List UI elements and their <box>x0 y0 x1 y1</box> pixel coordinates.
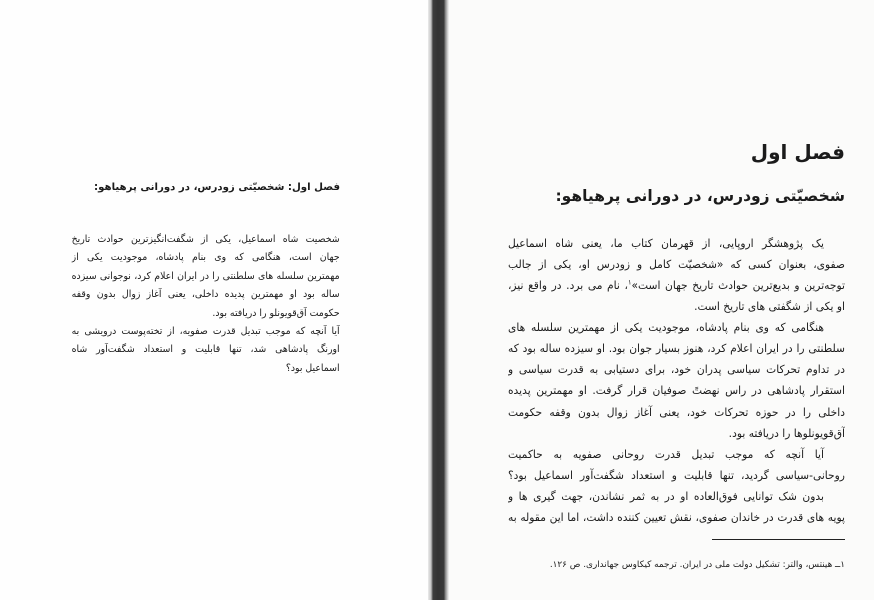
text-line: آیا آنچه که موجب تبدیل قدرت صفویه، از تخته‌پوست درویشی به <box>72 325 340 337</box>
body-text <box>72 231 340 378</box>
text-line: روحانی-سیاسی گردید، تنها قابلیت و استعداد شگفت‌آور اسماعیل بود؟ <box>508 469 845 483</box>
text-line: داخلی را در حوزه تحرکات خود، یعنی آغاز زوال بدون وقفه حکومت <box>508 405 845 419</box>
footnote-rule <box>712 539 845 540</box>
text-line: ساله بود او مهمترین پدیده داخلی، یعنی آغاز زوال بدون وقفه <box>72 289 340 301</box>
line-text: توجه‌ترین و بدیع‌ترین حوادث تاریخ جهان است» <box>631 278 845 292</box>
footnote: ۱ــ هینتس، والتر: تشکیل دولت ملی در ایران. ترجمه کیکاوس جهانداری. ص ۱۲۶. <box>549 560 845 570</box>
text-line: آیا آنچه که موجب تبدیل قدرت روحانی صفویه به حاکمیت <box>508 447 824 461</box>
text-line: اسماعیل بود؟ <box>286 362 340 374</box>
line-text: ، نام می برد. در واقع نیز، <box>508 278 629 292</box>
text-line: هنگامی که وی بنام پادشاه، موجودیت یکی از مهمترین سلسله های <box>508 321 824 335</box>
text-line: یک پژوهشگر اروپایی، از قهرمان کتاب ما، یعنی شاه اسماعیل <box>508 236 824 250</box>
chapter-heading: فصل اول: شخصیّتی زودرس، در دورانی پرهیاهو: <box>94 182 340 193</box>
left-page <box>0 0 432 600</box>
footnote-marker: ۱ <box>628 278 632 287</box>
text-line <box>508 275 845 296</box>
chapter-heading: شخصیّتی زودرس، در دورانی پرهیاهو: <box>555 187 845 205</box>
chapter-title: فصل اول <box>750 140 845 164</box>
text-line: استقرار پادشاهی در راس نهضتً صوفیان قرار گرفت. او مهمترین پدیده <box>508 384 845 398</box>
body-text <box>508 233 845 529</box>
text-line: اورنگ پادشاهی شد، تنها قابلیت و استعداد شگفت‌آور شاه <box>72 344 340 356</box>
text-line: صفوی، بعنوان کسی که «شخصیّت کامل و زودرس او، یکی از جالب <box>508 257 845 271</box>
book-spine <box>428 0 449 600</box>
text-line: شخصیت شاه اسماعیل، یکی از شگفت‌انگیزترین حوادث تاریخ <box>72 234 340 245</box>
text-line: در تداوم تحرکات سیاسی پدران خود، برای دستیابی به قدرت سیاسی و <box>508 363 845 377</box>
text-line: بدون شک توانایی فوق‌العاده او در به ثمر نشاندن، جهت گیری ها و <box>508 490 824 504</box>
text-line: جهان است، هنگامی که وی بنام پادشاه، موجودیت یکی از <box>72 252 340 264</box>
text-line: مهمترین سلسله های سلطنتی را در ایران اعلام کرد، نوجوانی سیزده <box>72 270 340 282</box>
text-line: سلطنتی را در ایران اعلام کرد، هنوز بسیار جوان بود. او سیزده ساله بود که <box>508 342 845 356</box>
text-line: حکومت آق‌قویونلو را دریافته بود. <box>212 307 340 319</box>
text-line: آق‌قویونلوها را دریافته بود. <box>728 426 845 440</box>
text-line: او یکی از شگفتی های تاریخ است. <box>694 299 845 313</box>
text-line: پویه های قدرت در خاندان صفوی، نقش تعیین کننده داشت، اما این مقوله به <box>508 511 845 525</box>
right-page <box>445 0 874 600</box>
